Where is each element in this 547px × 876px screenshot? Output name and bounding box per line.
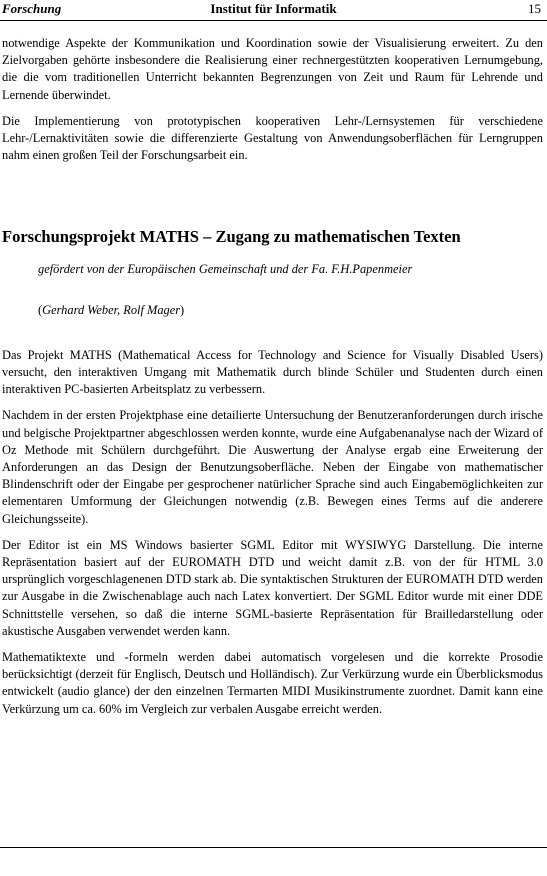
paragraph: Der Editor ist ein MS Windows basierter SGML Editor mit WYSIWYG Darstellung. Die interne Repräsentation basiert auf der EUROMATH DTD und weicht damit z.B. von der für HTML 3.0 ursprünglich vorgeschlagenenen DTD stark ab. Die syntaktischen Strukturen der EUROMATH DTD werden zur Ausgabe in die Zwischenablage auch nach Latex konvertiert. Der SGML Editor wurde mit einer DDE Schnittstelle versehen, so daß die interne SGML-basierte Repräsentation für Brailledarstellung oder akustische Ausgaben verwendet werden kann. xyxy=(2,537,543,638)
authors-open-paren: ( xyxy=(38,302,43,317)
author-names: Gerhard Weber, Rolf Mager xyxy=(42,302,181,317)
paragraph: Das Projekt MATHS (Mathematical Access for Technology and Science for Visually Disabled Users) versucht, den interaktiven Umgang mit Mathematik durch blinde Schüler und Studenten durch einen interaktiven PC-basierten Arbeitsplatz zu verbessern. xyxy=(2,347,543,397)
footer-rule xyxy=(0,847,547,848)
paragraph: notwendige Aspekte der Kommunikation und Koordination sowie der Visualisierung erweitert. Zu den Zielvorgaben gehörte insbesondere die Realisierung einer rechnergestützten kooperativen Lernumgebung, die die vom traditionellen Unterricht bekannten Begrenzungen von Zeit und Raum für Lehrende und Lernende überwindet. xyxy=(2,36,543,102)
paragraph: Nachdem in der ersten Projektphase eine detailierte Untersuchung der Benutzeranforderungen durch irische und belgische Projektpartner abgeschlossen werden konnte, wurde eine Aufgabenanalyse nach der Wizard of Oz Methode mit Schülern durchgeführt. Die Auswertung der Analyse ergab eine Erweiterung der Anforderungen an das Design der Benutzungsoberfläche. Neben der Eingabe von mathematischer Blindenschrift oder der Eingabe per gesprochener natürlicher Sprache sind auch Eingabemöglichkeiten zur elementaren Umformung der Gleichungen notwendig (z.B. Bewegen eines Terms auf die anderere Gleichungsseite). xyxy=(2,408,543,526)
header-section-label: Forschung xyxy=(2,1,62,16)
funding-note: gefördert von der Europäischen Gemeinschaft und der Fa. F.H.Papenmeier xyxy=(38,262,413,277)
paragraph: Die Implementierung von prototypischen kooperativen Lehr-/Lernsystemen für verschiedene Lehr-/Lernaktivitäten sowie die differenzierte Gestaltung von Anwendungsoberflächen für Lerngruppen nahm einen großen Teil der Forschungsarbeit ein. xyxy=(2,113,543,163)
spacer xyxy=(2,319,543,347)
section-title: Forschungsprojekt MATHS – Zugang zu mathematischen Texten xyxy=(2,227,461,247)
paragraph: Mathematiktexte und -formeln werden dabei automatisch vorgelesen und die korrekte Prosodie berücksichtigt (derzeit für Englisch, Deutsch und Holländisch). Zur Verkürzung wurde ein Überblicksmodus entwickelt (audio glance) der den einzelnen Termarten MIDI Musikinstrumente zuordnet. Damit kann eine Verkürzung um ca. 60% im Vergleich zur verbalen Ausgabe erreicht werden. xyxy=(2,650,543,716)
page-header xyxy=(0,0,547,22)
authors xyxy=(38,302,543,319)
page-body xyxy=(2,35,543,727)
page-number: 15 xyxy=(528,1,541,16)
authors-close-paren: ) xyxy=(180,302,185,317)
header-institute: Institut für Informatik xyxy=(210,1,337,16)
spacer xyxy=(2,173,543,226)
header-rule xyxy=(0,20,547,21)
